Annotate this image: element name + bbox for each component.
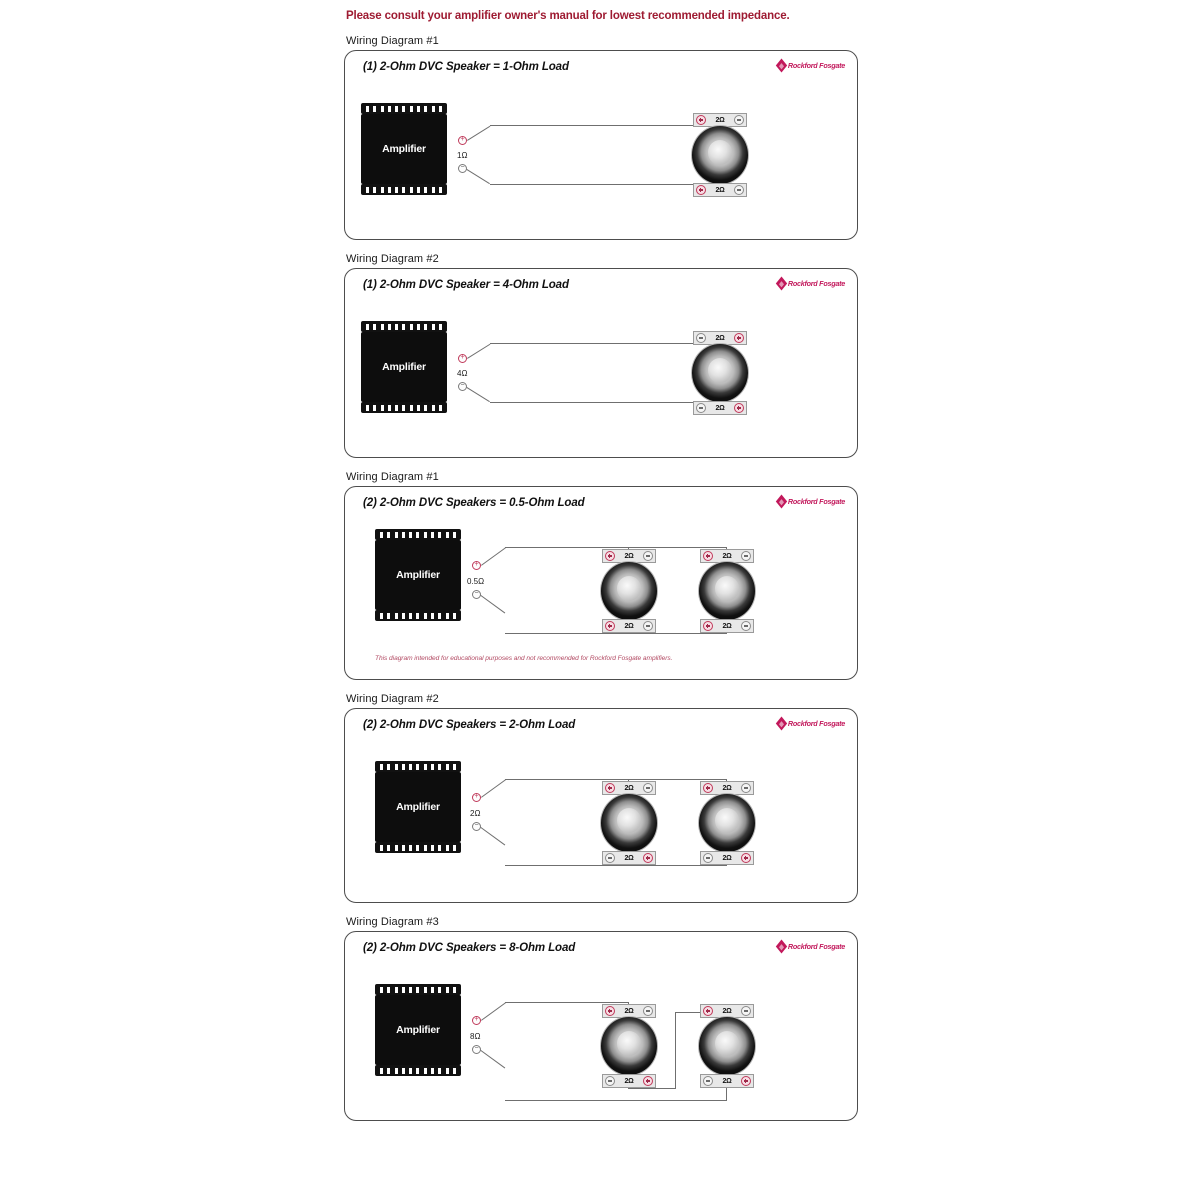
amp-heatsink-bottom-icon (375, 842, 461, 853)
speaker-positive-pin-icon (643, 1076, 653, 1086)
brand-name-1: Rockford Fosgate (787, 61, 845, 70)
diagram-caption-5: Wiring Diagram #3 (346, 916, 439, 928)
brand-logo-5 (777, 942, 845, 951)
speaker-cone-icon (691, 343, 749, 403)
panel-title-3: (2) 2-Ohm DVC Speakers = 0.5-Ohm Load (363, 497, 585, 509)
speaker-negative-pin-icon (734, 185, 744, 195)
speaker-4-2-top-ohm: 2Ω (722, 784, 732, 792)
amp-heatsink-bottom-icon (375, 610, 461, 621)
speaker-negative-pin-icon (741, 551, 751, 561)
amp-heatsink-bottom-icon (361, 184, 447, 195)
wire-bottom-run-5 (505, 1100, 727, 1101)
amp-body-1 (361, 114, 447, 184)
amp-negative-terminal-2: − (458, 382, 467, 391)
amplifier-4 (375, 761, 461, 853)
speaker-3-1-top-ohm: 2Ω (624, 552, 634, 560)
speaker-negative-pin-icon (605, 853, 615, 863)
speaker-3-1-bottom-terminals (602, 619, 656, 633)
wire-neg-diagonal-3 (480, 595, 505, 613)
amp-positive-terminal-3: + (472, 561, 481, 570)
impedance-label-4: 2Ω (470, 809, 481, 818)
speaker-negative-pin-icon (605, 1076, 615, 1086)
amp-heatsink-top-icon (361, 321, 447, 332)
speaker-negative-pin-icon (703, 853, 713, 863)
amplifier-1 (361, 103, 447, 195)
amp-heatsink-top-icon (375, 984, 461, 995)
speaker-1-1-top-ohm: 2Ω (715, 116, 725, 124)
panel-title-4: (2) 2-Ohm DVC Speakers = 2-Ohm Load (363, 719, 576, 731)
wire-neg-diagonal-2 (466, 387, 489, 402)
speaker-positive-pin-icon (696, 115, 706, 125)
amp-positive-terminal-2: + (458, 354, 467, 363)
wire-pos-diagonal-4 (481, 779, 506, 797)
rockford-diamond-icon (776, 58, 787, 72)
rockford-diamond-icon (776, 716, 787, 730)
diagram-block-1 (344, 35, 858, 240)
speaker-negative-pin-icon (643, 1006, 653, 1016)
diagram-block-3 (344, 471, 858, 680)
brand-name-4: Rockford Fosgate (787, 719, 845, 728)
wire-top-run-5 (505, 1002, 629, 1003)
wire-bottom-run-1 (490, 184, 720, 185)
rockford-diamond-icon (776, 939, 787, 953)
speaker-cone-icon (600, 561, 658, 621)
wire-bottom-run-4 (505, 865, 727, 866)
amp-positive-terminal-1: + (458, 136, 467, 145)
wire-pos-diagonal-1 (467, 126, 490, 141)
impedance-label-3: 0.5Ω (467, 577, 485, 586)
speaker-1-1 (689, 113, 751, 197)
diagram-caption-4: Wiring Diagram #2 (346, 693, 439, 705)
diagram-block-5 (344, 916, 858, 1121)
speaker-3-1-bottom-ohm: 2Ω (624, 622, 634, 630)
brand-name-3: Rockford Fosgate (787, 497, 845, 506)
wire-pos-diagonal-5 (481, 1002, 506, 1020)
speaker-3-1 (598, 549, 660, 633)
speaker-cone-icon (698, 1016, 756, 1076)
speaker-positive-pin-icon (643, 853, 653, 863)
speaker-negative-pin-icon (741, 621, 751, 631)
amp-label-5: Amplifier (396, 1024, 440, 1036)
diagram-block-4 (344, 693, 858, 903)
diagram-column (344, 0, 858, 1121)
speaker-4-2-bottom-terminals (700, 851, 754, 865)
impedance-advisory-note: Please consult your amplifier owner's manual for lowest recommended impedance. (346, 10, 790, 22)
diagram-caption-1: Wiring Diagram #1 (346, 35, 439, 47)
wire-pos-diagonal-2 (467, 344, 490, 359)
diagram-caption-2: Wiring Diagram #2 (346, 253, 439, 265)
speaker-cone-icon (698, 793, 756, 853)
speaker-positive-pin-icon (605, 621, 615, 631)
speaker-5-1 (598, 1004, 660, 1088)
amplifier-5 (375, 984, 461, 1076)
speaker-5-2-bottom-terminals (700, 1074, 754, 1088)
brand-logo-1 (777, 61, 845, 70)
amp-body-5 (375, 995, 461, 1065)
amp-positive-terminal-4: + (472, 793, 481, 802)
speaker-5-2 (696, 1004, 758, 1088)
speaker-3-2 (696, 549, 758, 633)
diagram-panel-4 (344, 708, 858, 903)
diagram-panel-1 (344, 50, 858, 240)
speaker-positive-pin-icon (741, 853, 751, 863)
diagram-panel-2 (344, 268, 858, 458)
speaker-positive-pin-icon (703, 783, 713, 793)
brand-logo-2 (777, 279, 845, 288)
speaker-2-1-top-ohm: 2Ω (715, 334, 725, 342)
speaker-3-2-bottom-ohm: 2Ω (722, 622, 732, 630)
amp-body-4 (375, 772, 461, 842)
educational-footnote-3: This diagram intended for educational purposes and not recommended for Rockford Fosgate amplifiers. (375, 655, 673, 662)
amp-heatsink-bottom-icon (361, 402, 447, 413)
speaker-5-1-bottom-ohm: 2Ω (624, 1077, 634, 1085)
speaker-negative-pin-icon (734, 115, 744, 125)
impedance-label-5: 8Ω (470, 1032, 481, 1041)
amp-body-2 (361, 332, 447, 402)
speaker-positive-pin-icon (605, 783, 615, 793)
amp-label-4: Amplifier (396, 801, 440, 813)
speaker-4-1-top-ohm: 2Ω (624, 784, 634, 792)
brand-name-5: Rockford Fosgate (787, 942, 845, 951)
wire-top-run-4 (505, 779, 727, 780)
panel-title-1: (1) 2-Ohm DVC Speaker = 1-Ohm Load (363, 61, 569, 73)
amp-label-3: Amplifier (396, 569, 440, 581)
amp-heatsink-bottom-icon (375, 1065, 461, 1076)
speaker-negative-pin-icon (696, 403, 706, 413)
speaker-3-2-bottom-terminals (700, 619, 754, 633)
amp-negative-terminal-5: − (472, 1045, 481, 1054)
speaker-4-2 (696, 781, 758, 865)
wire-neg-diagonal-1 (466, 169, 489, 184)
diagram-block-2 (344, 253, 858, 458)
speaker-4-1 (598, 781, 660, 865)
speaker-negative-pin-icon (741, 783, 751, 793)
amp-negative-terminal-1: − (458, 164, 467, 173)
diagram-panel-5 (344, 931, 858, 1121)
speaker-cone-icon (698, 561, 756, 621)
speaker-positive-pin-icon (696, 185, 706, 195)
wire-bottom-run-2 (490, 402, 720, 403)
speaker-positive-pin-icon (734, 403, 744, 413)
wire-neg-diagonal-4 (480, 827, 505, 845)
amp-label-2: Amplifier (382, 361, 426, 373)
speaker-3-2-top-ohm: 2Ω (722, 552, 732, 560)
speaker-positive-pin-icon (741, 1076, 751, 1086)
speaker-negative-pin-icon (741, 1006, 751, 1016)
brand-name-2: Rockford Fosgate (787, 279, 845, 288)
speaker-cone-icon (600, 1016, 658, 1076)
wire-top-run-1 (490, 125, 720, 126)
panel-title-2: (1) 2-Ohm DVC Speaker = 4-Ohm Load (363, 279, 569, 291)
speaker-negative-pin-icon (643, 783, 653, 793)
speaker-positive-pin-icon (703, 621, 713, 631)
wire-top-run-3 (505, 547, 727, 548)
impedance-label-2: 4Ω (457, 369, 468, 378)
speaker-2-1-bottom-terminals (693, 401, 747, 415)
speaker-5-2-top-ohm: 2Ω (722, 1007, 732, 1015)
speaker-cone-icon (600, 793, 658, 853)
rockford-diamond-icon (776, 276, 787, 290)
speaker-2-1 (689, 331, 751, 415)
wire-series-link-v-5 (675, 1012, 676, 1088)
rockford-diamond-icon (776, 494, 787, 508)
speaker-5-1-top-ohm: 2Ω (624, 1007, 634, 1015)
amp-positive-terminal-5: + (472, 1016, 481, 1025)
amp-heatsink-top-icon (375, 529, 461, 540)
speaker-negative-pin-icon (703, 1076, 713, 1086)
speaker-negative-pin-icon (643, 551, 653, 561)
speaker-4-2-bottom-ohm: 2Ω (722, 854, 732, 862)
brand-logo-3 (777, 497, 845, 506)
speaker-5-1-bottom-terminals (602, 1074, 656, 1088)
speaker-4-1-bottom-terminals (602, 851, 656, 865)
speaker-positive-pin-icon (703, 551, 713, 561)
diagram-panel-3 (344, 486, 858, 680)
speaker-1-1-bottom-ohm: 2Ω (715, 186, 725, 194)
wire-pos-diagonal-3 (481, 547, 506, 565)
amp-negative-terminal-3: − (472, 590, 481, 599)
wire-neg-diagonal-5 (480, 1050, 505, 1068)
impedance-label-1: 1Ω (457, 151, 468, 160)
amp-heatsink-top-icon (361, 103, 447, 114)
amp-label-1: Amplifier (382, 143, 426, 155)
amp-body-3 (375, 540, 461, 610)
speaker-positive-pin-icon (605, 551, 615, 561)
diagram-caption-3: Wiring Diagram #1 (346, 471, 439, 483)
speaker-positive-pin-icon (703, 1006, 713, 1016)
wire-bottom-run-3 (505, 633, 727, 634)
amplifier-3 (375, 529, 461, 621)
brand-logo-4 (777, 719, 845, 728)
speaker-cone-icon (691, 125, 749, 185)
speaker-1-1-bottom-terminals (693, 183, 747, 197)
speaker-positive-pin-icon (734, 333, 744, 343)
amp-heatsink-top-icon (375, 761, 461, 772)
speaker-2-1-bottom-ohm: 2Ω (715, 404, 725, 412)
wire-series-link-h-bottom-5 (628, 1088, 676, 1089)
speaker-negative-pin-icon (643, 621, 653, 631)
speaker-negative-pin-icon (696, 333, 706, 343)
speaker-5-2-bottom-ohm: 2Ω (722, 1077, 732, 1085)
amplifier-2 (361, 321, 447, 413)
wire-top-run-2 (490, 343, 720, 344)
speaker-4-1-bottom-ohm: 2Ω (624, 854, 634, 862)
panel-title-5: (2) 2-Ohm DVC Speakers = 8-Ohm Load (363, 942, 576, 954)
amp-negative-terminal-4: − (472, 822, 481, 831)
speaker-positive-pin-icon (605, 1006, 615, 1016)
